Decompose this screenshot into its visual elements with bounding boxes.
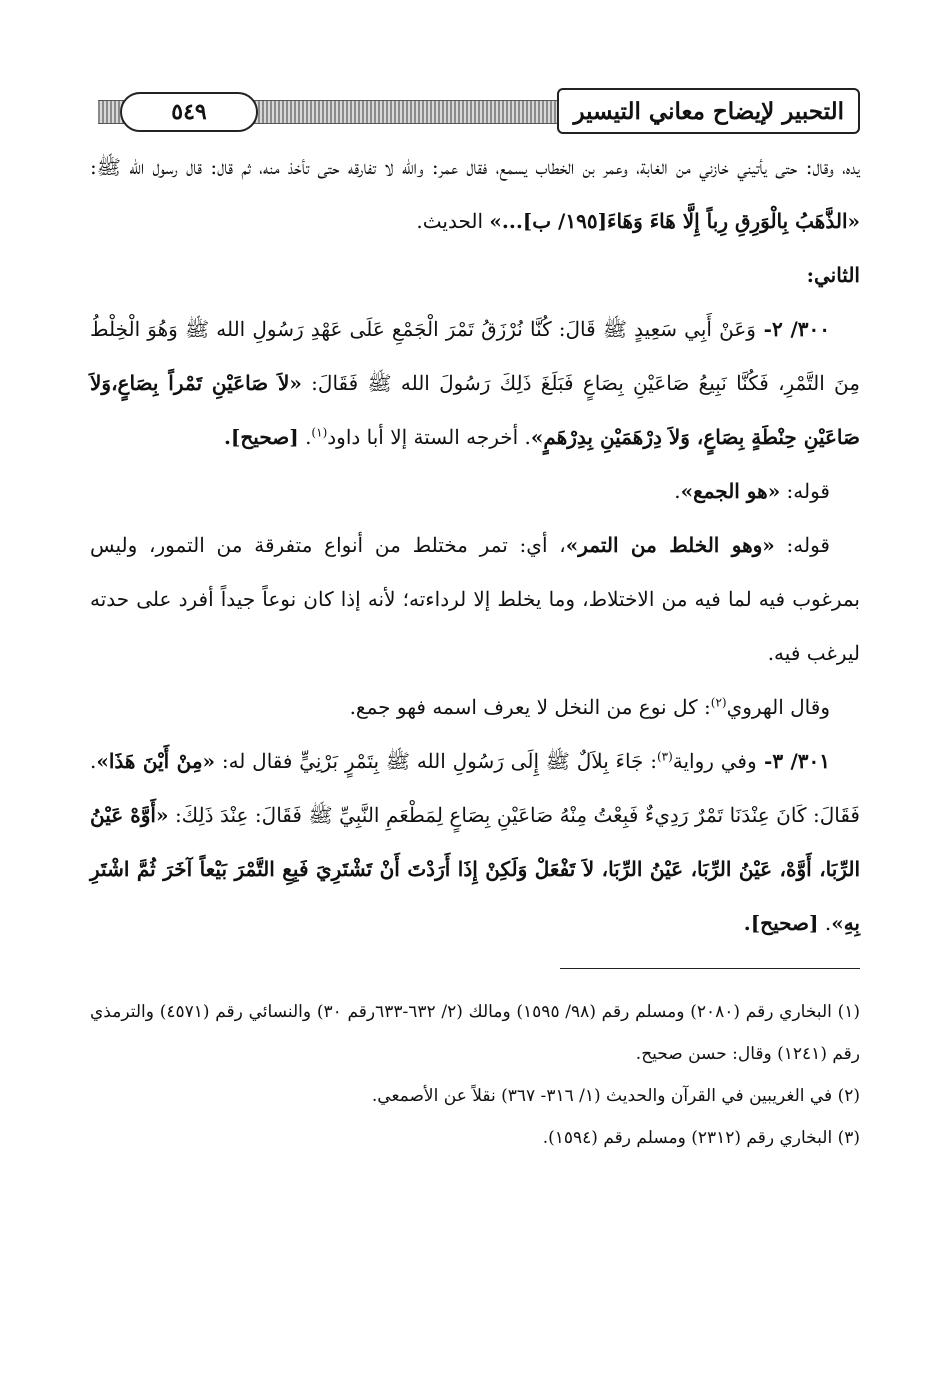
hadith-quote: «لاَ صَاعَيْنِ تَمْراً بِصَاعٍ،وَلاَ صَاعَيْنِ حِنْطَةٍ بِصَاعٍ، وَلاَ دِرْهَمَيْنِ بِدِرْهَمٍ»: [90, 371, 860, 449]
section-heading: الثاني:: [806, 263, 860, 287]
commentary-1: [90, 464, 860, 518]
main-text: [90, 140, 860, 950]
hadith-text: . فَقَالَ: كَانَ عِنْدَنَا تَمْرٌ رَدِيءٌ فَبِعْتُ مِنْهُ صَاعَيْنِ بِصَاعٍ لِمَطْعَمِ النَّبِيِّ ﷺ فَقَالَ: عِنْدَ ذَلِكَ:: [90, 749, 860, 827]
footnote-1: (١) البخاري رقم (٢٠٨٠) ومسلم رقم (٩٨/ ١٥٩٥) ومالك (٢/ ٦٣٢-٦٣٣رقم ٣٠) والنسائي رقم (٤٥٧١) والترمذي رقم (١٢٤١) وقال: حسن صحيح.: [90, 1002, 860, 1064]
hadith-quote: «أَوَّهْ عَيْنُ الرِّبَا، أَوَّهْ، عَيْنُ الرِّبَا، عَيْنُ الرِّبَا، لاَ تَفْعَلْ وَلَكِنْ إِذَا أَرَدْتَ أَنْ تَشْتَرِيَ فَبِعِ التَّمْرَ بَيْعاً آخَرَ ثُمَّ اشْتَرِ بِهِ»: [90, 803, 860, 935]
hadith-text: وَعَنْ أَبِي سَعِيدٍ ﷺ قَالَ: كُنَّا نُرْزَقُ تَمْرَ الْجَمْعِ عَلَى عَهْدِ رَسُولِ الله ﷺ وَهُوَ الْخِلْطُ مِنَ التَّمْرِ، فَكُنَّا نَبِيعُ صَاعَيْنِ بِصَاعٍ فَبَلَغَ ذَلِكَ رَسُولَ الله ﷺ فَقَالَ:: [90, 317, 860, 395]
footnote-ref: (٣): [656, 749, 673, 764]
footnotes: [90, 991, 860, 1159]
footnote-ref: (١): [311, 425, 328, 440]
paragraph-end: الحديث.: [416, 209, 490, 233]
hadith-dot: .: [818, 911, 832, 935]
footnote-ref: (٢): [710, 695, 727, 710]
continued-hadith-paragraph: [90, 140, 860, 248]
hadith-quote: «مِنْ أَيْنَ هَذَا»: [96, 749, 216, 773]
hadith-source: . أخرجه الستة إلا أبا داود: [327, 425, 531, 449]
commentary-text: : كل نوع من النخل لا يعرف اسمه فهو جمع.: [349, 695, 711, 719]
commentary-text: ، أي: تمر مختلط من أنواع متفرقة من التمور، وليس بمرغوب فيه لما فيه من الاختلاط، وما يخلط إلا لرداءته؛ لأنه إذا كان نوعاً جيداً أفرد على حدته ليرغب فيه.: [90, 533, 860, 665]
footnote-3: (٣) البخاري رقم (٢٣١٢) ومسلم رقم (١٥٩٤).: [542, 1128, 860, 1148]
page-number: ٥٤٩: [120, 92, 258, 132]
hadith-quote: «الذَّهَبُ بِالْوَرِقِ رِباً إِلَّا هَاءَ وَهَاءَ[١٩٥/ ب]...»: [489, 209, 860, 233]
hadith-grade: [صحيح].: [223, 425, 299, 449]
hadith-301: [90, 734, 860, 950]
commentary-lead: قوله:: [780, 479, 830, 503]
hadith-300: [90, 302, 860, 464]
commentary-dot: .: [674, 479, 681, 503]
footnote-separator: [560, 968, 860, 969]
paragraph-text: يده، وقال: حتى يأتيني خازني من الغابة، وعمر بن الخطاب يسمع، فقال عمر: والله لا تفارقه حتى تأخذ منه، ثم قال: قال رسول الله ﷺ:: [90, 155, 860, 179]
hadith-number: ٣٠١/ ٣-: [756, 749, 830, 773]
running-header: [90, 88, 860, 140]
hadith-text: : جَاءَ بِلاَلٌ ﷺ إِلَى رَسُولِ الله ﷺ بِتَمْرٍ بَرْنِيٍّ فقال له:: [215, 749, 657, 773]
hadith-number: ٣٠٠/ ٢-: [755, 317, 830, 341]
commentary-term: «وهو الخلط من التمر»: [565, 533, 775, 557]
hadith-dot: .: [305, 425, 312, 449]
book-title: التحبير لإيضاح معاني التيسير: [557, 88, 860, 134]
commentary-2: [90, 518, 860, 680]
hadith-grade: [صحيح].: [743, 911, 819, 935]
commentary-term: «هو الجمع»: [680, 479, 781, 503]
hadith-text: وفي رواية: [672, 749, 757, 773]
commentary-lead: وقال الهروي: [726, 695, 830, 719]
page: [90, 88, 860, 1159]
commentary-lead: قوله:: [774, 533, 830, 557]
commentary-3: [90, 680, 860, 734]
footnote-2: (٢) في الغريبين في القرآن والحديث (١/ ٣١٦- ٣٦٧) نقلاً عن الأصمعي.: [371, 1086, 860, 1106]
